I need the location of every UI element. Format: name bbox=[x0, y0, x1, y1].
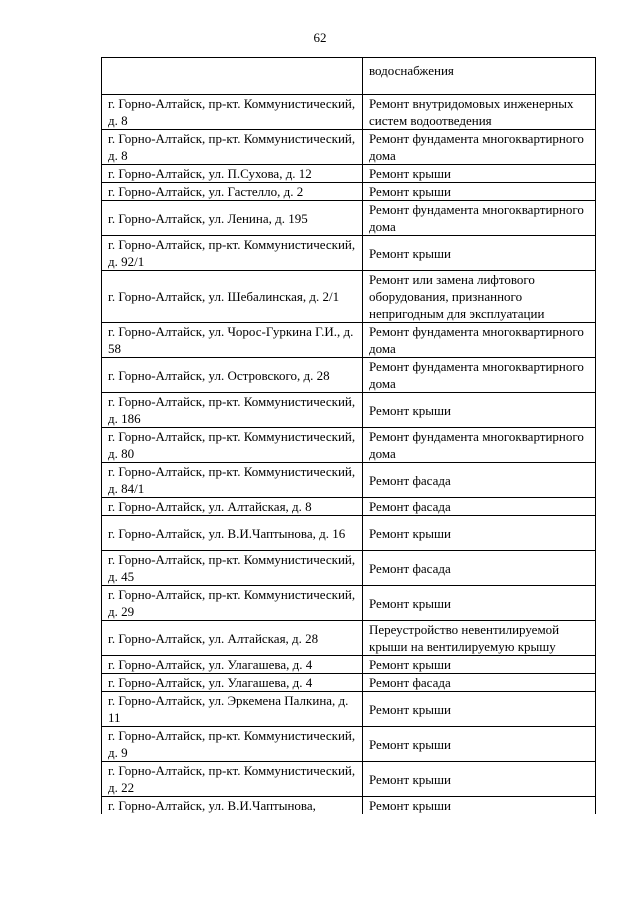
work-type-cell: Ремонт крыши bbox=[363, 165, 596, 183]
address-cell: г. Горно-Алтайск, ул. Чорос-Гуркина Г.И., д. 58 bbox=[102, 323, 363, 358]
table-row bbox=[102, 323, 596, 358]
address-cell bbox=[102, 58, 363, 95]
table-row bbox=[102, 463, 596, 498]
address-cell: г. Горно-Алтайск, ул. Алтайская, д. 8 bbox=[102, 498, 363, 516]
work-type-cell: Ремонт фасада bbox=[363, 551, 596, 586]
work-type-cell: Ремонт крыши bbox=[363, 586, 596, 621]
repair-works-table bbox=[101, 57, 596, 814]
table-row bbox=[102, 762, 596, 797]
table-row bbox=[102, 358, 596, 393]
work-type-cell: Ремонт крыши bbox=[363, 692, 596, 727]
work-type-cell: Ремонт фундамента многоквартирного дома bbox=[363, 201, 596, 236]
table-row bbox=[102, 551, 596, 586]
address-cell: г. Горно-Алтайск, пр-кт. Коммунистический, д. 92/1 bbox=[102, 236, 363, 271]
address-cell: г. Горно-Алтайск, пр-кт. Коммунистический, д. 80 bbox=[102, 428, 363, 463]
work-type-cell: Переустройство невентилируемой крыши на вентилируемую крышу bbox=[363, 621, 596, 656]
work-type-cell: Ремонт фундамента многоквартирного дома bbox=[363, 130, 596, 165]
work-type-cell: Ремонт крыши bbox=[363, 516, 596, 551]
table-row bbox=[102, 621, 596, 656]
work-type-cell: Ремонт фундамента многоквартирного дома bbox=[363, 428, 596, 463]
address-cell: г. Горно-Алтайск, ул. В.И.Чаптынова, д. 16 bbox=[102, 516, 363, 551]
address-cell: г. Горно-Алтайск, пр-кт. Коммунистический, д. 45 bbox=[102, 551, 363, 586]
address-cell: г. Горно-Алтайск, ул. Ленина, д. 195 bbox=[102, 201, 363, 236]
table-row bbox=[102, 393, 596, 428]
address-cell: г. Горно-Алтайск, пр-кт. Коммунистический, д. 9 bbox=[102, 727, 363, 762]
work-type-cell: Ремонт крыши bbox=[363, 656, 596, 674]
address-cell: г. Горно-Алтайск, пр-кт. Коммунистический, д. 8 bbox=[102, 95, 363, 130]
work-type-cell: Ремонт крыши bbox=[363, 727, 596, 762]
table-row bbox=[102, 797, 596, 815]
address-cell: г. Горно-Алтайск, ул. В.И.Чаптынова, bbox=[102, 797, 363, 815]
address-cell: г. Горно-Алтайск, ул. Улагашева, д. 4 bbox=[102, 674, 363, 692]
table-row bbox=[102, 183, 596, 201]
work-type-cell: Ремонт или замена лифтового оборудования, признанного непригодным для эксплуатации bbox=[363, 271, 596, 323]
table-row-continuation bbox=[102, 58, 596, 95]
page-number: 62 bbox=[313, 30, 327, 45]
address-cell: г. Горно-Алтайск, пр-кт. Коммунистический, д. 84/1 bbox=[102, 463, 363, 498]
table-row bbox=[102, 586, 596, 621]
work-type-cell: Ремонт крыши bbox=[363, 797, 596, 815]
work-type-cell: Ремонт фасада bbox=[363, 674, 596, 692]
table-row bbox=[102, 692, 596, 727]
address-cell: г. Горно-Алтайск, пр-кт. Коммунистический, д. 186 bbox=[102, 393, 363, 428]
address-cell: г. Горно-Алтайск, ул. Шебалинская, д. 2/1 bbox=[102, 271, 363, 323]
table-row bbox=[102, 95, 596, 130]
address-cell: г. Горно-Алтайск, пр-кт. Коммунистический, д. 8 bbox=[102, 130, 363, 165]
address-cell: г. Горно-Алтайск, пр-кт. Коммунистический, д. 29 bbox=[102, 586, 363, 621]
table-row bbox=[102, 656, 596, 674]
work-type-cell: Ремонт фундамента многоквартирного дома bbox=[363, 358, 596, 393]
address-cell: г. Горно-Алтайск, ул. Эркемена Палкина, д. 11 bbox=[102, 692, 363, 727]
work-type-cell: водоснабжения bbox=[363, 58, 596, 95]
table-row bbox=[102, 428, 596, 463]
address-cell: г. Горно-Алтайск, пр-кт. Коммунистический, д. 22 bbox=[102, 762, 363, 797]
address-cell: г. Горно-Алтайск, ул. П.Сухова, д. 12 bbox=[102, 165, 363, 183]
address-cell: г. Горно-Алтайск, ул. Алтайская, д. 28 bbox=[102, 621, 363, 656]
table-row bbox=[102, 201, 596, 236]
address-cell: г. Горно-Алтайск, ул. Гастелло, д. 2 bbox=[102, 183, 363, 201]
work-type-cell: Ремонт внутридомовых инженерных систем водоотведения bbox=[363, 95, 596, 130]
table-row bbox=[102, 516, 596, 551]
work-type-cell: Ремонт фасада bbox=[363, 463, 596, 498]
table-row bbox=[102, 130, 596, 165]
work-type-cell: Ремонт фасада bbox=[363, 498, 596, 516]
table-row bbox=[102, 165, 596, 183]
address-cell: г. Горно-Алтайск, ул. Улагашева, д. 4 bbox=[102, 656, 363, 674]
table-row bbox=[102, 727, 596, 762]
work-type-cell: Ремонт фундамента многоквартирного дома bbox=[363, 323, 596, 358]
work-type-cell: Ремонт крыши bbox=[363, 393, 596, 428]
work-type-cell: Ремонт крыши bbox=[363, 236, 596, 271]
table-row bbox=[102, 674, 596, 692]
work-type-cell: Ремонт крыши bbox=[363, 183, 596, 201]
table-row bbox=[102, 236, 596, 271]
table-row bbox=[102, 498, 596, 516]
address-cell: г. Горно-Алтайск, ул. Островского, д. 28 bbox=[102, 358, 363, 393]
table-row bbox=[102, 271, 596, 323]
work-type-cell: Ремонт крыши bbox=[363, 762, 596, 797]
